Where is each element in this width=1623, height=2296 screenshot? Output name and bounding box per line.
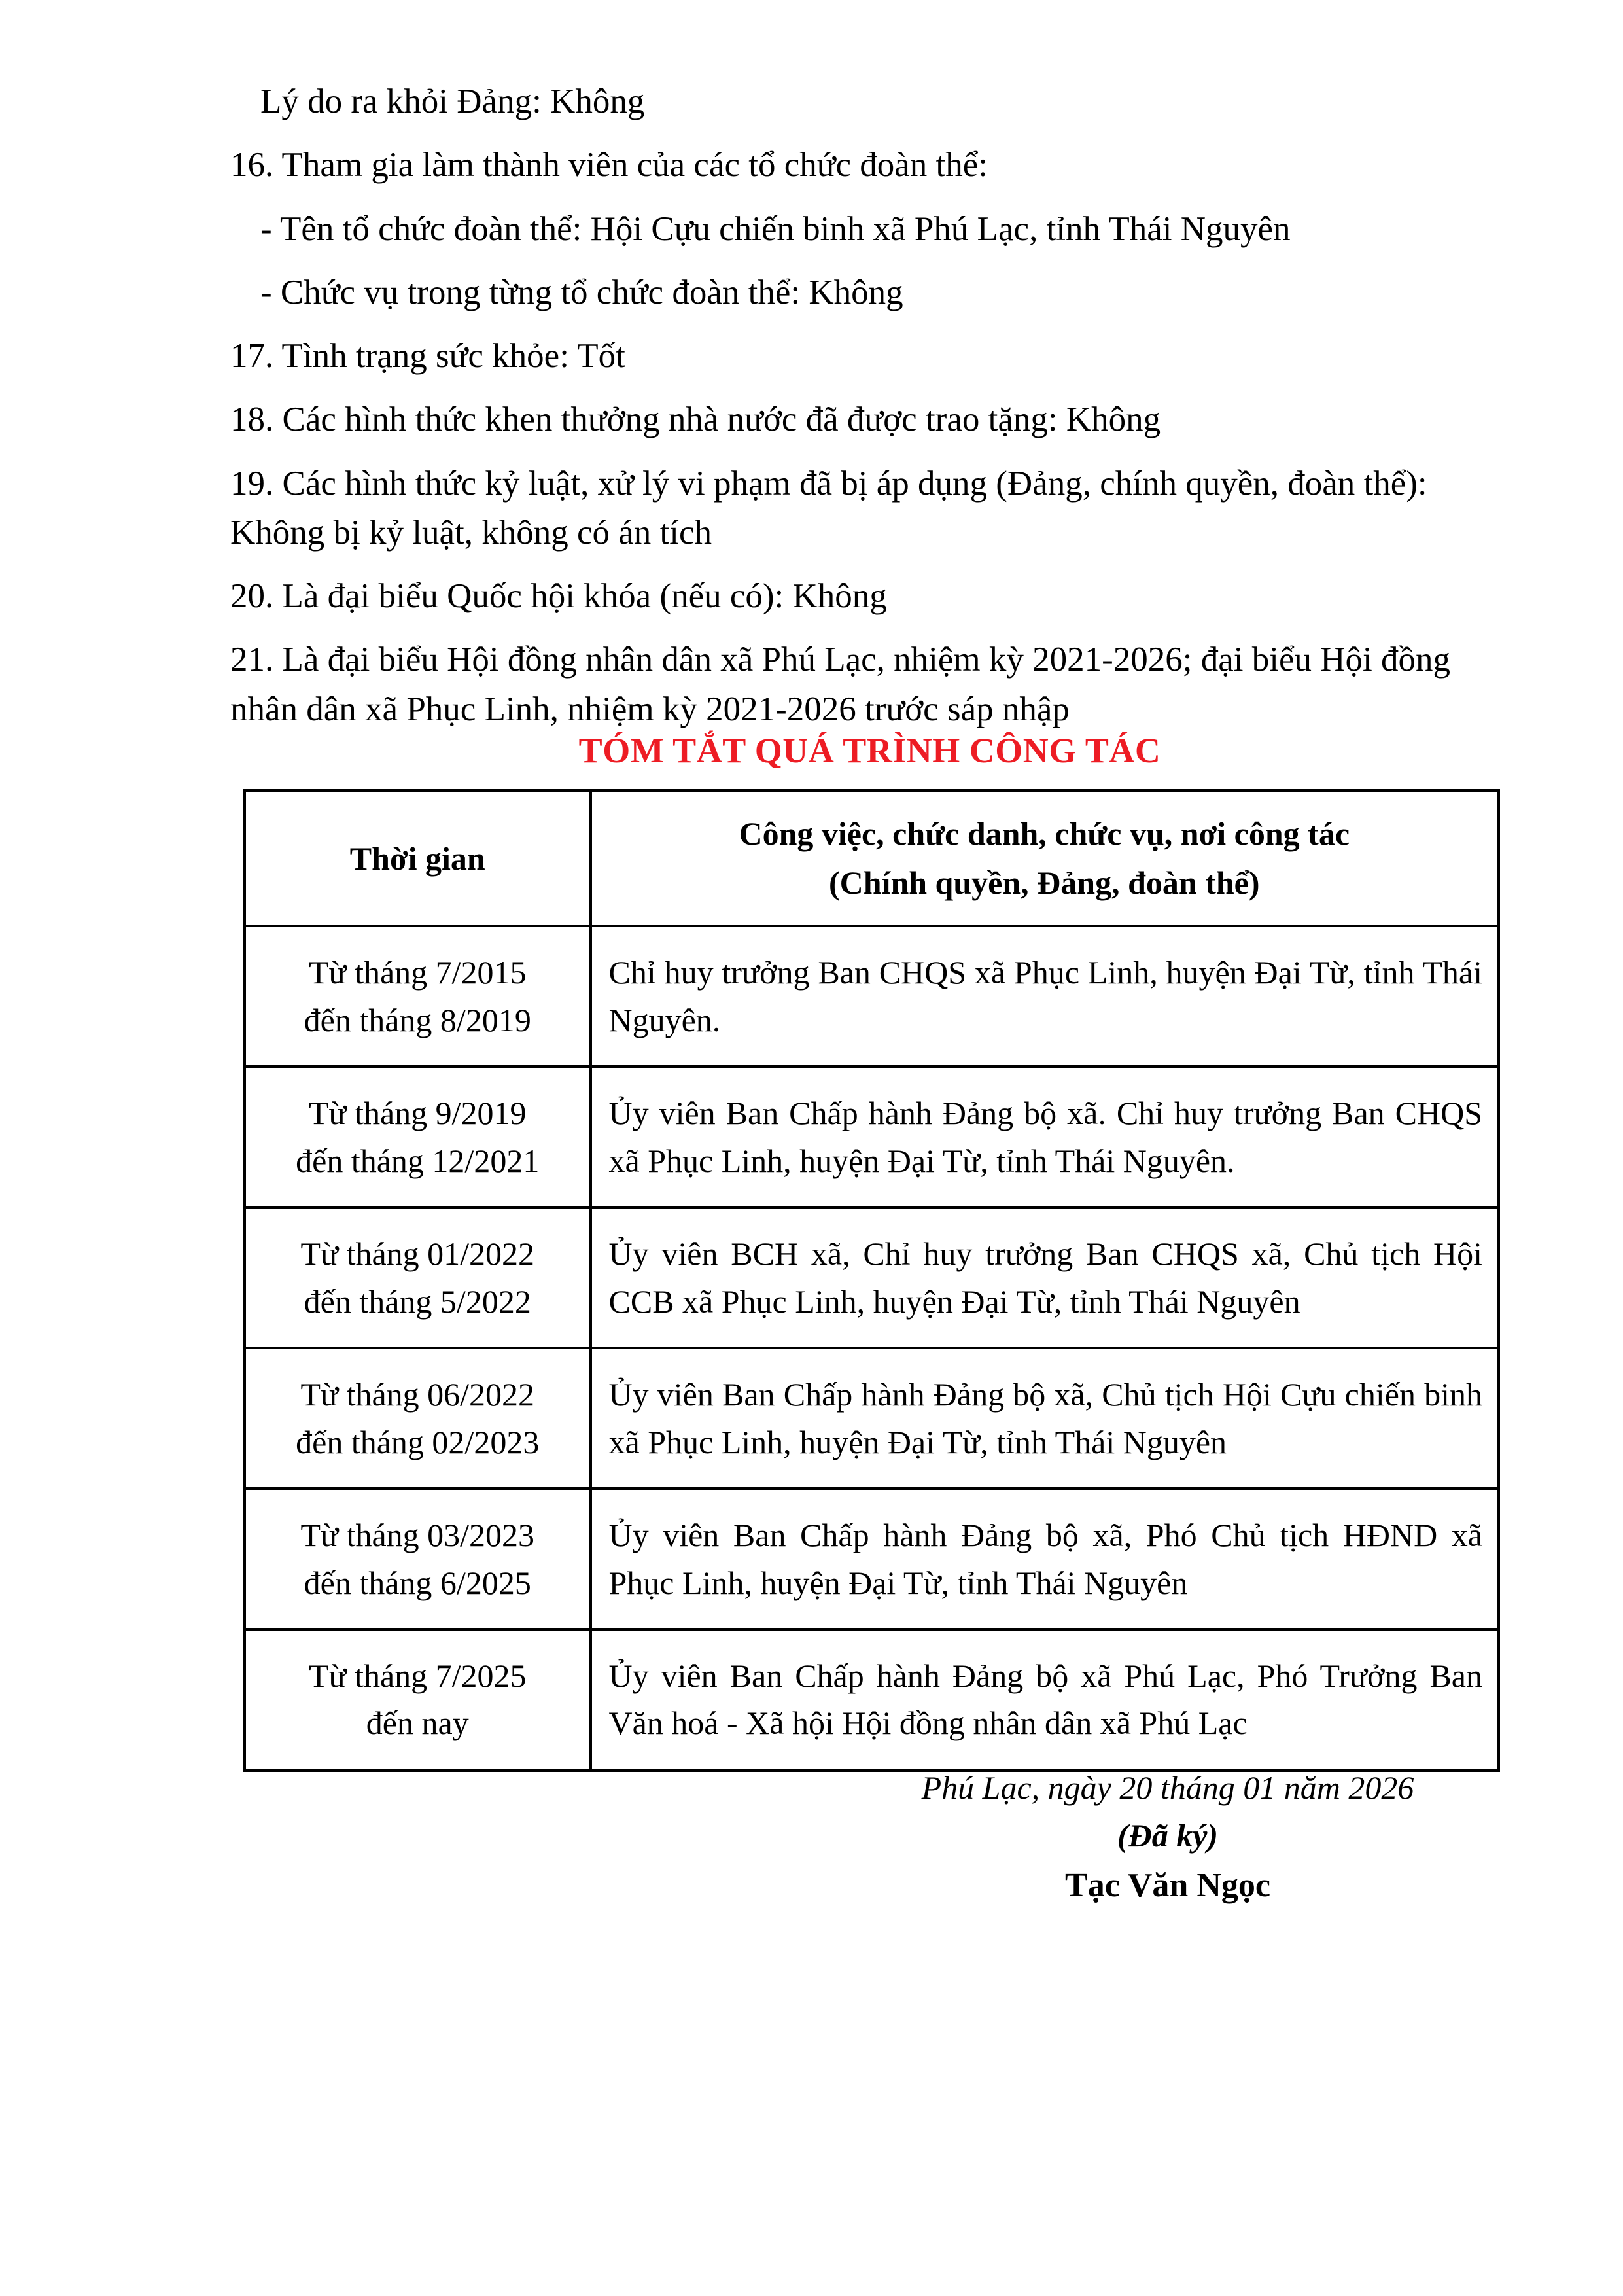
time-from: Từ tháng 7/2025	[308, 1657, 527, 1694]
header-cell-work	[591, 791, 1499, 927]
header-work-line1: Công việc, chức danh, chức vụ, nơi công tác	[739, 815, 1350, 852]
cell-position-description: Ủy viên BCH xã, Chỉ huy trưởng Ban CHQS xã, Chủ tịch Hội CCB xã Phục Linh, huyện Đại Từ, tỉnh Thái Nguyên	[591, 1207, 1499, 1348]
time-to: đến tháng 12/2021	[296, 1142, 540, 1179]
time-from: Từ tháng 06/2022	[300, 1376, 535, 1413]
paragraph-item-18: 18. Các hình thức khen thưởng nhà nước đã được trao tặng: Không	[230, 400, 1161, 439]
cell-time-period	[245, 1348, 591, 1489]
time-to: đến tháng 6/2025	[304, 1564, 531, 1601]
time-to: đến tháng 02/2023	[296, 1423, 540, 1460]
table-row	[245, 1629, 1499, 1770]
paragraph-item-19: 19. Các hình thức kỷ luật, xử lý vi phạm đã bị áp dụng (Đảng, chính quyền, đoàn thể): Không bị kỷ luật, không có án tích	[230, 464, 1427, 552]
table-row	[245, 926, 1499, 1067]
cell-time-period	[245, 1489, 591, 1629]
header-cell-time: Thời gian	[245, 791, 591, 927]
paragraph-item-16-sub-2: - Chức vụ trong từng tổ chức đoàn thể: Không	[260, 273, 903, 311]
table-row	[245, 1067, 1499, 1207]
paragraph-reason-leave-party: Lý do ra khỏi Đảng: Không	[260, 82, 645, 120]
body-text-block	[230, 77, 1506, 747]
cell-position-description: Ủy viên Ban Chấp hành Đảng bộ xã, Phó Chủ tịch HĐND xã Phục Linh, huyện Đại Từ, tỉnh Thái Nguyên	[591, 1489, 1499, 1629]
time-from: Từ tháng 9/2019	[308, 1095, 527, 1131]
signature-block	[841, 1767, 1495, 1908]
cell-time-period	[245, 1207, 591, 1348]
cell-position-description: Ủy viên Ban Chấp hành Đảng bộ xã, Chủ tịch Hội Cựu chiến binh xã Phục Linh, huyện Đại Từ, tỉnh Thái Nguyên	[591, 1348, 1499, 1489]
time-from: Từ tháng 01/2022	[300, 1235, 535, 1272]
time-to: đến tháng 8/2019	[304, 1001, 531, 1038]
time-to: đến tháng 5/2022	[304, 1282, 531, 1320]
table-row	[245, 1207, 1499, 1348]
work-history-title: TÓM TẮT QUÁ TRÌNH CÔNG TÁC	[578, 731, 1161, 770]
time-to: đến nay	[366, 1704, 469, 1742]
time-from: Từ tháng 7/2015	[308, 954, 527, 991]
paragraph-item-17: 17. Tình trạng sức khỏe: Tốt	[230, 337, 625, 375]
table-header-row	[245, 791, 1499, 927]
table-header	[245, 791, 1499, 927]
cell-time-period	[245, 926, 591, 1067]
paragraph-item-21: 21. Là đại biểu Hội đồng nhân dân xã Phú Lạc, nhiệm kỳ 2021-2026; đại biểu Hội đồng nhân dân xã Phục Linh, nhiệm kỳ 2021-2026 trước sáp nhập	[230, 641, 1450, 728]
cell-position-description: Chỉ huy trưởng Ban CHQS xã Phục Linh, huyện Đại Từ, tỉnh Thái Nguyên.	[591, 926, 1499, 1067]
cell-position-description: Ủy viên Ban Chấp hành Đảng bộ xã. Chỉ huy trưởng Ban CHQS xã Phục Linh, huyện Đại Từ, tỉnh Thái Nguyên.	[591, 1067, 1499, 1207]
table-row	[245, 1489, 1499, 1629]
signature-place-date: Phú Lạc, ngày 20 tháng 01 năm 2026	[921, 1769, 1414, 1806]
table-row	[245, 1348, 1499, 1489]
table-body	[245, 926, 1499, 1770]
header-work-line2: (Chính quyền, Đảng, đoàn thể)	[828, 864, 1260, 901]
cell-time-period	[245, 1629, 591, 1770]
paragraph-item-16-sub-1: - Tên tổ chức đoàn thể: Hội Cựu chiến binh xã Phú Lạc, tỉnh Thái Nguyên	[260, 209, 1291, 248]
work-history-table	[243, 789, 1500, 1772]
paragraph-item-20: 20. Là đại biểu Quốc hội khóa (nếu có): Không	[230, 577, 887, 615]
cell-time-period	[245, 1067, 591, 1207]
cell-position-description: Ủy viên Ban Chấp hành Đảng bộ xã Phú Lạc, Phó Trưởng Ban Văn hoá - Xã hội Hội đồng nhân dân xã Phú Lạc	[591, 1629, 1499, 1770]
signature-signed-note: (Đã ký)	[1117, 1817, 1219, 1854]
time-from: Từ tháng 03/2023	[300, 1517, 535, 1553]
signature-name: Tạc Văn Ngọc	[1065, 1867, 1270, 1904]
paragraph-item-16: 16. Tham gia làm thành viên của các tổ chức đoàn thể:	[230, 146, 988, 185]
